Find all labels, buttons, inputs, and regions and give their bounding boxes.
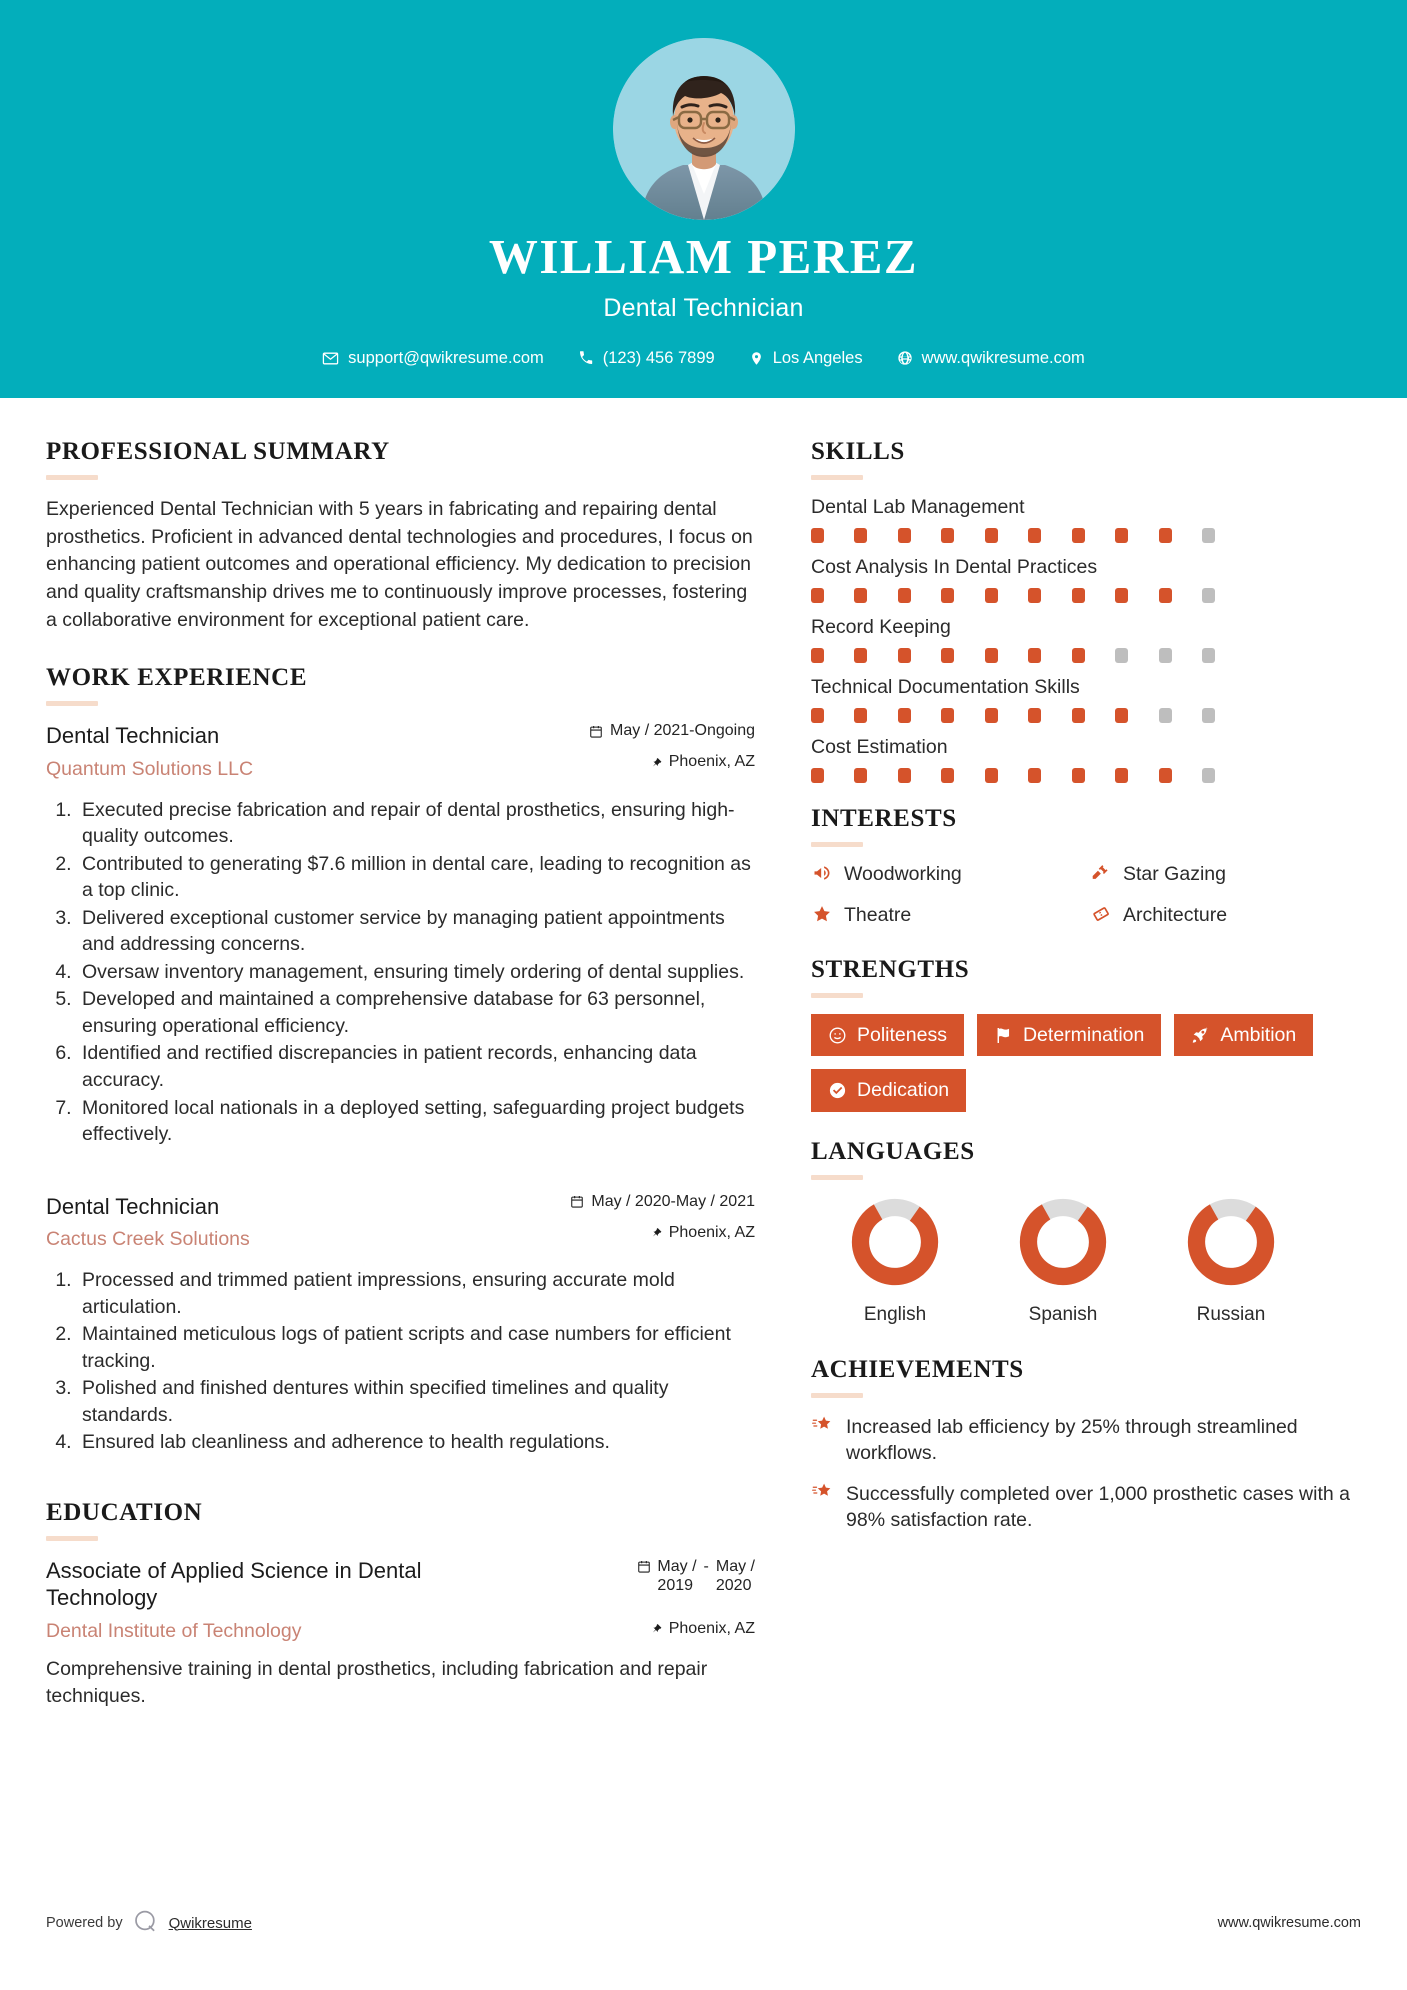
education-dates bbox=[637, 1557, 755, 1596]
skill-dot-filled bbox=[1159, 768, 1172, 783]
skill-dot-filled bbox=[985, 708, 998, 723]
skill-rating bbox=[811, 528, 1215, 543]
skill-dot-filled bbox=[1028, 768, 1041, 783]
section-heading: ACHIEVEMENTS bbox=[811, 1355, 1024, 1383]
skill-dot-empty bbox=[1202, 528, 1215, 543]
section-rule bbox=[811, 842, 863, 847]
spacer bbox=[811, 928, 1361, 956]
skill-dot-empty bbox=[1159, 708, 1172, 723]
contact-phone-value: (123) 456 7899 bbox=[602, 348, 715, 367]
section-rule bbox=[811, 1175, 863, 1180]
contact-location[interactable] bbox=[732, 349, 880, 368]
section-professional-summary bbox=[46, 438, 755, 634]
skill-dot-filled bbox=[1115, 708, 1128, 723]
strength-label: Determination bbox=[1022, 1023, 1145, 1046]
contact-location-value: Los Angeles bbox=[772, 348, 863, 367]
smiley-icon bbox=[828, 1026, 847, 1045]
skill-dot-filled bbox=[941, 768, 954, 783]
date-range-dash: - bbox=[703, 1557, 709, 1575]
section-heading: PROFESSIONAL SUMMARY bbox=[46, 437, 390, 465]
language-item bbox=[979, 1196, 1147, 1326]
education-entry-titles bbox=[46, 1557, 486, 1643]
skill-dot-filled bbox=[1072, 768, 1085, 783]
work-entry-meta bbox=[589, 722, 755, 771]
section-heading: LANGUAGES bbox=[811, 1137, 975, 1165]
skill-rating bbox=[811, 768, 1215, 783]
strength-label: Ambition bbox=[1220, 1023, 1297, 1046]
section-rule bbox=[811, 1393, 863, 1398]
phone-icon bbox=[578, 350, 594, 366]
education-location-value: Phoenix, AZ bbox=[668, 1619, 755, 1637]
shooting-star-icon bbox=[811, 1481, 833, 1508]
check-circle-icon bbox=[828, 1081, 847, 1100]
work-entry bbox=[46, 1193, 755, 1456]
contact-email-value: support@qwikresume.com bbox=[348, 348, 544, 367]
skill-dot-empty bbox=[1202, 768, 1215, 783]
strength-chip bbox=[811, 1014, 964, 1056]
contact-website-value: www.qwikresume.com bbox=[921, 348, 1085, 367]
spacer bbox=[46, 634, 755, 664]
calendar-icon bbox=[637, 1557, 651, 1580]
flag-icon bbox=[994, 1026, 1013, 1045]
skill-dot-filled bbox=[985, 588, 998, 603]
achievement-text: Increased lab efficiency by 25% through streamlined workflows. bbox=[846, 1415, 1298, 1465]
interests-grid bbox=[811, 863, 1361, 928]
skill-dot-filled bbox=[941, 588, 954, 603]
skill-dot-filled bbox=[985, 528, 998, 543]
skill-name: Cost Analysis In Dental Practices bbox=[811, 555, 1098, 578]
skill-name: Cost Estimation bbox=[811, 735, 948, 758]
footer-website: www.qwikresume.com bbox=[1217, 1915, 1361, 1931]
skill-dot-filled bbox=[1072, 528, 1085, 543]
skill-dot-filled bbox=[854, 588, 867, 603]
skill-dot-empty bbox=[1115, 648, 1128, 663]
job-company: Cactus Creek Solutions bbox=[46, 1228, 250, 1251]
work-entry-titles bbox=[46, 722, 589, 781]
education-start-year: 2019 bbox=[657, 1577, 694, 1595]
strength-chip bbox=[811, 1069, 966, 1111]
job-title: Dental Technician bbox=[603, 293, 804, 322]
job-duty: 4. Ensured lab cleanliness and adherence to health regulations. bbox=[77, 1429, 755, 1456]
language-label: Spanish bbox=[1028, 1303, 1098, 1325]
skill-dot-filled bbox=[854, 708, 867, 723]
section-heading: STRENGTHS bbox=[811, 955, 970, 983]
resume-header bbox=[0, 0, 1407, 398]
section-strengths bbox=[811, 956, 1361, 1112]
right-column bbox=[793, 398, 1407, 1534]
job-duty: 6. Identified and rectified discrepancies in patient records, enhancing data accuracy. bbox=[77, 1040, 755, 1093]
section-heading: EDUCATION bbox=[46, 1498, 203, 1526]
skill-rating bbox=[811, 588, 1215, 603]
skill-dot-filled bbox=[1115, 588, 1128, 603]
section-languages bbox=[811, 1138, 1361, 1326]
job-duty: 7. Monitored local nationals in a deployed setting, safeguarding project budgets effectively. bbox=[77, 1095, 755, 1148]
education-date-end bbox=[716, 1557, 755, 1596]
education-entry bbox=[46, 1557, 755, 1711]
section-interests bbox=[811, 805, 1361, 928]
calendar-icon bbox=[570, 1194, 584, 1209]
skill-name: Record Keeping bbox=[811, 615, 951, 638]
pin-icon bbox=[651, 1225, 662, 1240]
skill-dot-filled bbox=[1072, 708, 1085, 723]
job-location bbox=[589, 753, 755, 771]
spacer bbox=[46, 1457, 755, 1499]
section-heading: SKILLS bbox=[811, 437, 905, 465]
job-role: Dental Technician bbox=[46, 723, 220, 749]
job-duty: 1. Executed precise fabrication and repair of dental prosthetics, ensuring high-quality outcomes. bbox=[77, 797, 755, 850]
contact-email[interactable] bbox=[305, 349, 561, 368]
section-rule bbox=[46, 701, 98, 706]
spacer bbox=[811, 1326, 1361, 1356]
skill-dot-empty bbox=[1202, 588, 1215, 603]
megaphone-icon bbox=[811, 863, 833, 887]
job-company: Quantum Solutions LLC bbox=[46, 757, 254, 780]
skill-dot-filled bbox=[1028, 528, 1041, 543]
skill-dot-filled bbox=[854, 768, 867, 783]
skill-dot-empty bbox=[1159, 648, 1172, 663]
job-duty: 4. Oversaw inventory management, ensuring timely ordering of dental supplies. bbox=[77, 959, 755, 986]
section-heading: INTERESTS bbox=[811, 804, 957, 832]
education-description: Comprehensive training in dental prosthetics, including fabrication and repair techniques. bbox=[46, 1657, 708, 1707]
strength-chip bbox=[977, 1014, 1161, 1056]
job-dates-value: May / 2020-May / 2021 bbox=[591, 1192, 755, 1210]
job-duties-list bbox=[46, 1267, 755, 1456]
job-duty: 2. Maintained meticulous logs of patient scripts and case numbers for efficient tracking. bbox=[77, 1321, 755, 1374]
interest-item bbox=[811, 904, 1082, 928]
education-entry-head bbox=[46, 1557, 755, 1643]
strength-label: Dedication bbox=[857, 1079, 950, 1102]
skill-dot-empty bbox=[1202, 708, 1215, 723]
skill-dot-filled bbox=[1028, 648, 1041, 663]
globe-icon bbox=[897, 350, 913, 366]
qwikresume-logo-icon bbox=[133, 1908, 159, 1938]
contact-phone[interactable] bbox=[561, 349, 732, 368]
section-rule bbox=[811, 993, 863, 998]
achievement-item bbox=[811, 1481, 1361, 1534]
skill-rating bbox=[811, 648, 1215, 663]
contact-row bbox=[0, 349, 1407, 368]
job-dates bbox=[589, 722, 755, 740]
skill-name: Dental Lab Management bbox=[811, 495, 1025, 518]
interest-label: Theatre bbox=[844, 904, 912, 927]
language-label: Russian bbox=[1196, 1303, 1266, 1325]
language-item bbox=[811, 1196, 979, 1326]
work-entry bbox=[46, 722, 755, 1147]
skill-dot-filled bbox=[854, 528, 867, 543]
school-name: Dental Institute of Technology bbox=[46, 1619, 302, 1642]
job-dates-value: May / 2021-Ongoing bbox=[610, 722, 755, 740]
spacer bbox=[46, 1149, 755, 1177]
avatar bbox=[613, 38, 795, 220]
calendar-icon bbox=[589, 724, 603, 739]
job-duty: 2. Contributed to generating $7.6 million in dental care, leading to recognition as a top clinic. bbox=[77, 851, 755, 904]
skill-dot-empty bbox=[1202, 648, 1215, 663]
footer-powered-by bbox=[46, 1908, 252, 1938]
skill-rating bbox=[811, 708, 1215, 723]
skill-dot-filled bbox=[941, 708, 954, 723]
job-duty: 1. Processed and trimmed patient impressions, ensuring accurate mold articulation. bbox=[77, 1267, 755, 1320]
skill-dot-filled bbox=[898, 528, 911, 543]
skill-dot-filled bbox=[985, 768, 998, 783]
skill-dot-filled bbox=[854, 648, 867, 663]
education-entry-meta bbox=[637, 1557, 755, 1638]
map-pin-icon bbox=[749, 350, 764, 367]
job-location-value: Phoenix, AZ bbox=[668, 1223, 755, 1241]
degree-title: Associate of Applied Science in Dental Technology bbox=[46, 1557, 422, 1611]
skills-list bbox=[811, 496, 1361, 783]
education-start-month: May / bbox=[657, 1557, 697, 1575]
education-date-start bbox=[657, 1557, 696, 1596]
spacer bbox=[811, 1112, 1361, 1138]
skill-dot-filled bbox=[941, 648, 954, 663]
strength-label: Politeness bbox=[857, 1023, 947, 1046]
strength-chip bbox=[1174, 1014, 1313, 1056]
section-education bbox=[46, 1499, 755, 1711]
left-column bbox=[0, 398, 793, 1710]
job-location-value: Phoenix, AZ bbox=[668, 753, 755, 771]
job-duty: 3. Delivered exceptional customer service by managing patient appointments and addressing concerns. bbox=[77, 905, 755, 958]
resume-body bbox=[0, 398, 1407, 1710]
pin-icon bbox=[651, 755, 662, 770]
skill-dot-filled bbox=[1072, 588, 1085, 603]
job-duty: 3. Polished and finished dentures within specified timelines and quality standards. bbox=[77, 1375, 755, 1428]
skill-dot-filled bbox=[898, 768, 911, 783]
skill-dot-filled bbox=[898, 708, 911, 723]
language-donut-chart bbox=[1017, 1196, 1109, 1288]
strengths-list bbox=[811, 1014, 1361, 1112]
work-entry-head bbox=[46, 1193, 755, 1252]
skill-dot-filled bbox=[811, 648, 824, 663]
job-location bbox=[570, 1224, 755, 1242]
page-title: WILLIAM PEREZ bbox=[488, 229, 919, 284]
skill-dot-filled bbox=[898, 648, 911, 663]
work-entry-meta bbox=[570, 1193, 755, 1242]
language-donut-chart bbox=[849, 1196, 941, 1288]
interest-label: Architecture bbox=[1123, 904, 1228, 927]
section-rule bbox=[46, 475, 98, 480]
shooting-star-icon bbox=[811, 1414, 833, 1441]
education-end-year: 2020 bbox=[715, 1577, 752, 1595]
section-rule bbox=[811, 475, 863, 480]
skill-name: Technical Documentation Skills bbox=[811, 675, 1080, 698]
work-entry-titles bbox=[46, 1193, 570, 1252]
job-dates bbox=[570, 1193, 755, 1211]
pin-icon bbox=[651, 1621, 662, 1636]
section-heading: WORK EXPERIENCE bbox=[46, 664, 308, 692]
language-item bbox=[1147, 1196, 1315, 1326]
envelope-icon bbox=[322, 350, 339, 367]
summary-text: Experienced Dental Technician with 5 years in fabricating and repairing dental prosthetics. Proficient in advanced dental technologies and procedures, I focus on enhancing patient outcomes and operational efficiency. My dedication to precision and quality craftsmanship drives me to continuously improve processes, fostering a collaborative environment for exceptional patient care. bbox=[46, 497, 753, 631]
skill-dot-filled bbox=[811, 708, 824, 723]
job-role: Dental Technician bbox=[46, 1193, 220, 1219]
skill-dot-filled bbox=[1028, 708, 1041, 723]
section-rule bbox=[46, 1536, 98, 1541]
skill-dot-filled bbox=[1115, 528, 1128, 543]
achievement-item bbox=[811, 1414, 1361, 1467]
education-end-month: May / bbox=[715, 1557, 755, 1575]
languages-list bbox=[811, 1196, 1361, 1326]
contact-website[interactable] bbox=[880, 349, 1102, 368]
interest-item bbox=[1090, 904, 1361, 928]
star-icon bbox=[811, 904, 833, 928]
skill-dot-filled bbox=[1072, 648, 1085, 663]
ticket-icon bbox=[1090, 904, 1112, 928]
footer-powered-label: Powered by bbox=[46, 1915, 123, 1931]
gavel-icon bbox=[1090, 863, 1112, 887]
language-label: English bbox=[863, 1303, 927, 1325]
section-skills bbox=[811, 438, 1361, 783]
skill-dot-filled bbox=[1159, 588, 1172, 603]
section-achievements bbox=[811, 1356, 1361, 1534]
job-duty: 5. Developed and maintained a comprehensive database for 63 personnel, ensuring operational efficiency. bbox=[77, 986, 755, 1039]
skill-dot-filled bbox=[811, 528, 824, 543]
achievement-text: Successfully completed over 1,000 prosthetic cases with a 98% satisfaction rate. bbox=[846, 1482, 1351, 1532]
skill-dot-filled bbox=[941, 528, 954, 543]
section-work-experience bbox=[46, 664, 755, 1455]
rocket-icon bbox=[1191, 1026, 1210, 1045]
footer-brand-link[interactable]: Qwikresume bbox=[168, 1914, 252, 1932]
footer bbox=[0, 1908, 1407, 1938]
interest-label: Star Gazing bbox=[1123, 863, 1226, 886]
spacer bbox=[811, 783, 1361, 805]
skill-dot-filled bbox=[811, 768, 824, 783]
interest-item bbox=[1090, 863, 1361, 887]
interest-item bbox=[811, 863, 1082, 887]
skill-dot-filled bbox=[1028, 588, 1041, 603]
skill-dot-filled bbox=[1159, 528, 1172, 543]
job-duties-list bbox=[46, 797, 755, 1148]
work-entry-head bbox=[46, 722, 755, 781]
language-donut-chart bbox=[1185, 1196, 1277, 1288]
avatar-photo bbox=[613, 38, 795, 220]
skill-dot-filled bbox=[1115, 768, 1128, 783]
education-location bbox=[637, 1620, 755, 1638]
interest-label: Woodworking bbox=[844, 863, 962, 886]
skill-dot-filled bbox=[811, 588, 824, 603]
skill-dot-filled bbox=[985, 648, 998, 663]
skill-dot-filled bbox=[898, 588, 911, 603]
